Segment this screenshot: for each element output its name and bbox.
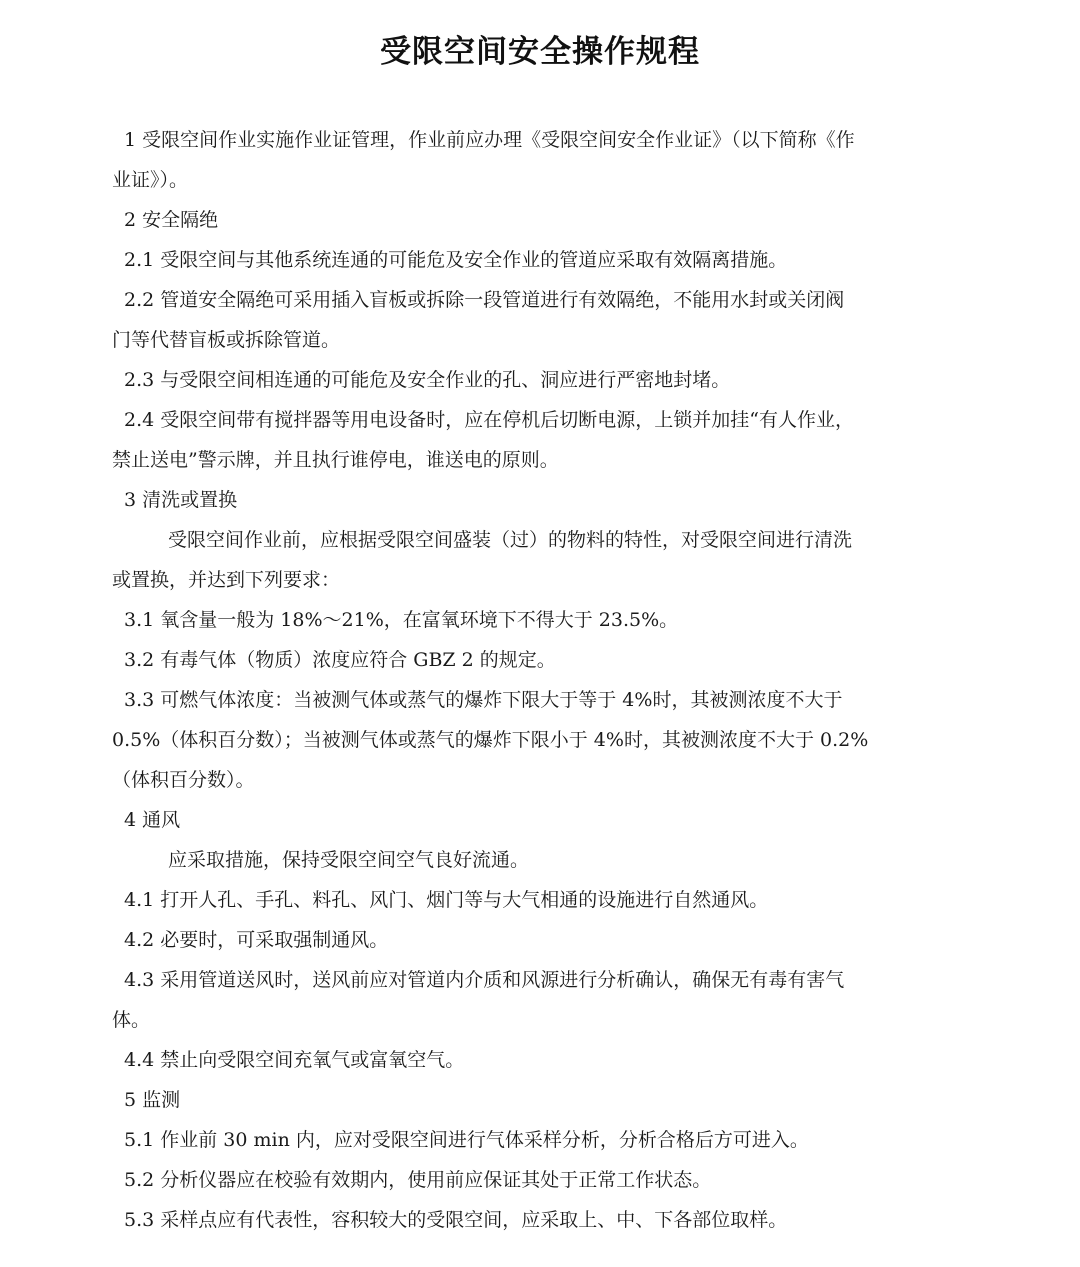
text-line: 3.3 可燃气体浓度：当被测气体或蒸气的爆炸下限大于等于 4%时，其被测浓度不大于 xyxy=(124,689,843,711)
text-line: 2.3 与受限空间相连通的可能危及安全作业的孔、洞应进行严密地封堵。 xyxy=(124,369,731,391)
text-line: 2 安全隔绝 xyxy=(124,209,219,231)
document-body xyxy=(112,120,954,1240)
text-line-continuation: 或置换，并达到下列要求： xyxy=(112,569,341,591)
text-line: 5 监测 xyxy=(124,1089,181,1111)
text-line: 应采取措施，保持受限空间空气良好流通。 xyxy=(168,849,530,871)
text-line: 5.3 采样点应有代表性，容积较大的受限空间，应采取上、中、下各部位取样。 xyxy=(124,1209,788,1231)
text-line: 5.2 分析仪器应在校验有效期内，使用前应保证其处于正常工作状态。 xyxy=(124,1169,712,1191)
text-line-continuation: 门等代替盲板或拆除管道。 xyxy=(112,329,341,351)
text-line-continuation: 业证》）。 xyxy=(112,169,189,191)
text-line: 4.4 禁止向受限空间充氧气或富氧空气。 xyxy=(124,1049,465,1071)
text-line: 3.2 有毒气体（物质）浓度应符合 GBZ 2 的规定。 xyxy=(124,649,556,671)
text-line-continuation: 禁止送电”警示牌，并且执行谁停电，谁送电的原则。 xyxy=(112,449,559,471)
text-line: 4.1 打开人孔、手孔、料孔、风门、烟门等与大气相通的设施进行自然通风。 xyxy=(124,889,769,911)
text-line: 2.1 受限空间与其他系统连通的可能危及安全作业的管道应采取有效隔离措施。 xyxy=(124,249,788,271)
text-line: 1 受限空间作业实施作业证管理，作业前应办理《受限空间安全作业证》（以下简称《作 xyxy=(124,129,855,151)
text-line-continuation: 0.5%（体积百分数）；当被测气体或蒸气的爆炸下限小于 4%时，其被测浓度不大于 0.2% xyxy=(112,729,869,751)
text-line: 2.2 管道安全隔绝可采用插入盲板或拆除一段管道进行有效隔绝，不能用水封或关闭阀 xyxy=(124,289,845,311)
text-line: 受限空间作业前，应根据受限空间盛装（过）的物料的特性，对受限空间进行清洗 xyxy=(168,529,853,551)
document-title: 受限空间安全操作规程 xyxy=(380,34,700,70)
text-line: 4.3 采用管道送风时，送风前应对管道内介质和风源进行分析确认，确保无有毒有害气 xyxy=(124,969,845,991)
text-line: 4.2 必要时，可采取强制通风。 xyxy=(124,929,389,951)
text-line: 3 清洗或置换 xyxy=(124,489,238,511)
text-line: 2.4 受限空间带有搅拌器等用电设备时，应在停机后切断电源，上锁并加挂“有人作业， xyxy=(124,409,854,431)
text-line: 5.1 作业前 30 min 内，应对受限空间进行气体采样分析，分析合格后方可进入。 xyxy=(124,1129,809,1151)
text-line-continuation: 体。 xyxy=(112,1009,151,1031)
text-line-continuation: （体积百分数）。 xyxy=(112,769,255,791)
text-line: 4 通风 xyxy=(124,809,181,831)
text-line: 3.1 氧含量一般为 18%～21%，在富氧环境下不得大于 23.5%。 xyxy=(124,609,679,631)
